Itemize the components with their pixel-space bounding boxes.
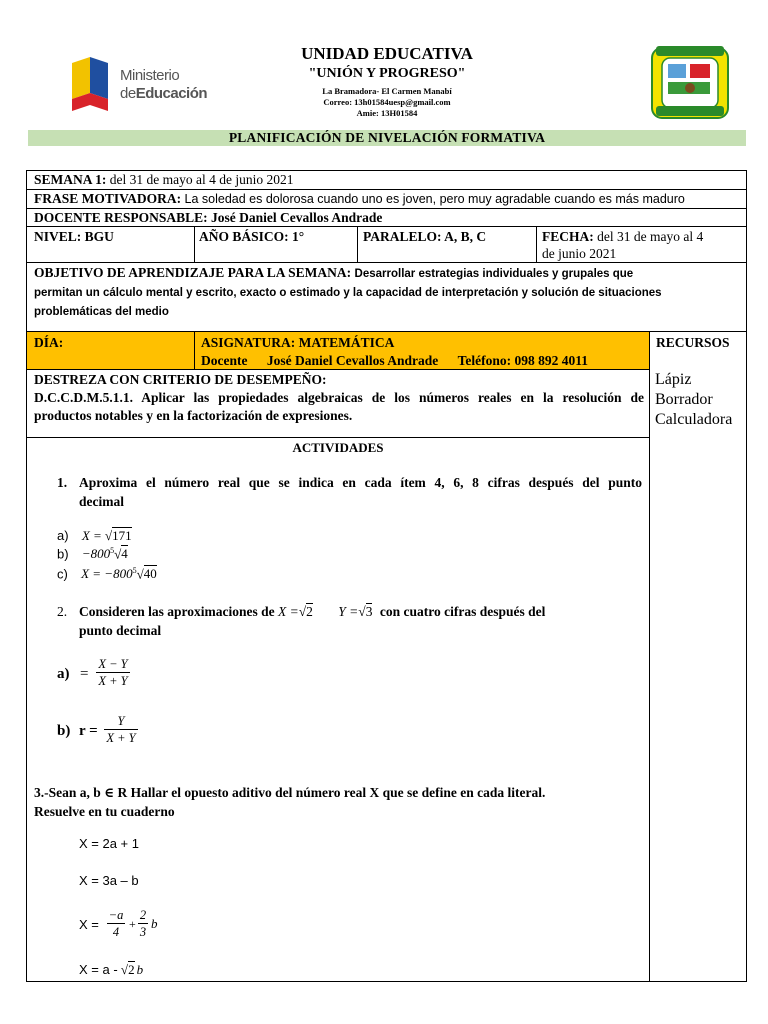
q2-a-eq: =	[80, 666, 89, 682]
destreza-line-2: productos notables y en la factorización de expresiones.	[34, 408, 353, 423]
root-index: 5	[110, 546, 115, 555]
docente-small-name: José Daniel Cevallos Andrade	[266, 353, 439, 368]
objetivo-line-2: permitan un cálculo mental y escrito, exacto o estimado y la capacidad de interpretación y solución de situaciones	[34, 287, 662, 299]
actividades-title: ACTIVIDADES	[292, 440, 384, 455]
semana-value: del 31 de mayo al 4 de junio 2021	[106, 172, 294, 187]
ministry-logo	[70, 55, 208, 115]
q1-item-radicand: 4	[121, 546, 128, 562]
q2-y-radicand: 3	[365, 604, 373, 619]
semana-label: SEMANA 1:	[34, 172, 107, 187]
q2-text-b: con cuatro cifras después del	[379, 604, 546, 619]
recursos-label: RECURSOS	[656, 335, 730, 350]
sqrt-icon: √	[114, 546, 122, 562]
col-divider	[536, 226, 537, 262]
school-email: Correo: 13h01584uesp@gmail.com	[323, 97, 451, 107]
q1-item-radicand: 40	[143, 566, 157, 582]
objetivo-line-3: problemáticas del medio	[34, 306, 169, 318]
col-divider	[649, 331, 650, 982]
destreza-line-1: D.C.C.D.M.5.1.1. Aplicar las propiedades algebraicas de los números reales en la resolución de	[34, 390, 644, 405]
docente-value: José Daniel Cevallos Andrade	[211, 210, 383, 225]
q2-number: 2.	[57, 604, 68, 619]
nivel-cell: NIVEL: BGU	[34, 229, 114, 244]
q3-frac-2-den: 3	[139, 925, 147, 939]
row-divider	[26, 331, 747, 332]
q2-a-den: X + Y	[96, 672, 130, 689]
col-divider	[194, 331, 195, 369]
ministry-text-2	[120, 85, 207, 102]
sqrt-icon: √	[358, 604, 366, 619]
q1-item-c	[57, 566, 157, 582]
docente-line	[201, 352, 647, 369]
q3-line-2: Resuelve en tu cuaderno	[34, 804, 175, 819]
q3-expr-4-radicand: 2	[128, 962, 135, 977]
q1-item-label: a)	[57, 528, 69, 543]
frase-label: FRASE MOTIVADORA:	[34, 191, 182, 206]
sqrt-icon: √	[298, 604, 307, 619]
q2-y: Y =	[338, 604, 359, 619]
q1-item-prefix: −800	[81, 546, 111, 562]
fecha-value-1: del 31 de mayo al 4	[593, 229, 704, 244]
q3-frac-2	[138, 907, 148, 940]
destreza-text	[34, 389, 644, 425]
q2-text-a: Consideren las aproximaciones de	[79, 604, 275, 619]
recurso-item: Lápiz	[655, 371, 692, 388]
q2-b-label: b)	[57, 723, 71, 739]
school-amie: Amie: 13H01584	[356, 108, 418, 118]
q1-item-prefix: X =	[81, 528, 106, 543]
recursos-list	[655, 370, 732, 430]
q2-x-radicand: 2	[306, 604, 313, 619]
q3-expr-4-prefix: X = a -	[79, 962, 118, 977]
docente-label: DOCENTE RESPONSABLE:	[34, 210, 208, 225]
q1-item-a	[57, 528, 132, 544]
q1-item-b	[57, 546, 128, 562]
q1-item-prefix: X = −800	[81, 566, 133, 582]
q1-line-2: decimal	[79, 494, 124, 509]
q3-expr-3	[79, 917, 99, 933]
q2-line-2: punto decimal	[79, 623, 162, 638]
q3-expr-4-var: b	[136, 962, 144, 977]
paralelo-cell: PARALELO: A, B, C	[363, 229, 487, 244]
school-name: UNIDAD EDUCATIVA	[301, 44, 473, 63]
q2-b-eq: r =	[79, 723, 98, 739]
docente-small-label: Docente	[201, 353, 248, 368]
q1-number: 1.	[57, 475, 68, 490]
recurso-item: Borrador	[655, 391, 713, 408]
recurso-item: Calculadora	[655, 411, 733, 428]
q2-a-label: a)	[57, 666, 70, 682]
frase-value: La soledad es dolorosa cuando uno es joven, pero muy agradable cuando es más maduro	[184, 192, 685, 206]
anio-cell: AÑO BÁSICO: 1°	[199, 229, 305, 244]
school-shield-logo	[650, 44, 730, 120]
q3-expr-4	[79, 962, 143, 978]
col-divider	[194, 226, 195, 262]
telefono: Teléfono: 098 892 4011	[457, 353, 589, 368]
q3-expr-3-prefix: X =	[79, 917, 99, 932]
ministry-de: de	[120, 85, 136, 102]
dia-label: DÍA:	[34, 335, 64, 350]
semana-row	[34, 171, 293, 188]
q2-b-num: Y	[117, 714, 125, 728]
frase-row	[34, 190, 685, 208]
school-address: La Bramadora- El Carmen Manabí	[322, 86, 452, 96]
sqrt-icon: √	[136, 566, 144, 582]
fecha-cell	[542, 228, 746, 262]
ministry-educacion: Educación	[135, 85, 208, 102]
q3-frac-2-num: 2	[139, 908, 147, 922]
q1-item-radicand: 171	[112, 528, 132, 543]
q2-b-fraction	[104, 713, 138, 746]
q2-line-1	[79, 602, 644, 621]
fecha-label: FECHA:	[542, 229, 594, 244]
q2-a-num: X − Y	[98, 657, 128, 671]
q1-line-1: Aproxima el número real que se indica en cada ítem 4, 6, 8 cifras después del punto	[79, 475, 642, 490]
q3-var-b: b	[151, 916, 158, 931]
row-divider	[26, 437, 649, 438]
asignatura-label: ASIGNATURA: MATEMÁTICA	[201, 335, 395, 350]
q2-b-den: X + Y	[104, 729, 138, 746]
q3-text	[34, 783, 646, 821]
q1-item-label: c)	[57, 566, 68, 582]
row-divider	[26, 369, 649, 370]
sqrt-icon: √	[105, 528, 113, 543]
objetivo-cell	[34, 264, 744, 321]
q3-plus: +	[129, 917, 136, 931]
row-divider	[26, 226, 747, 227]
q3-frac-1	[107, 907, 125, 940]
q2-a-fraction	[96, 656, 130, 689]
root-index: 5	[132, 566, 137, 575]
school-shield-icon	[650, 44, 730, 120]
plan-title-bar: PLANIFICACIÓN DE NIVELACIÓN FORMATIVA	[28, 130, 746, 146]
q3-frac-1-num: −a	[108, 908, 124, 922]
row-divider	[26, 262, 747, 263]
q1-item-label: b)	[57, 546, 69, 562]
q3-expr-2: X = 3a – b	[79, 873, 139, 888]
q1-text	[79, 473, 642, 511]
q3-line-1: 3.-Sean a, b ∈ R Hallar el opuesto aditivo del número real X que se define en cada literal.	[34, 785, 546, 800]
q3-frac-1-den: 4	[107, 923, 125, 940]
fecha-value-2: de junio 2021	[542, 246, 617, 261]
ministry-text-1: Ministerio	[120, 67, 180, 84]
destreza-title: DESTREZA CON CRITERIO DE DESEMPEÑO:	[34, 372, 327, 387]
q2-x: X =	[278, 604, 299, 619]
q3-expr-1: X = 2a + 1	[79, 836, 139, 851]
objetivo-label: OBJETIVO DE APRENDIZAJE PARA LA SEMANA:	[34, 265, 352, 280]
col-divider	[357, 226, 358, 262]
school-motto: "UNIÓN Y PROGRESO"	[308, 66, 466, 81]
docente-row	[34, 209, 382, 226]
objetivo-line-1: Desarrollar estrategias individuales y grupales que	[354, 268, 634, 280]
sqrt-icon: √	[120, 962, 129, 977]
